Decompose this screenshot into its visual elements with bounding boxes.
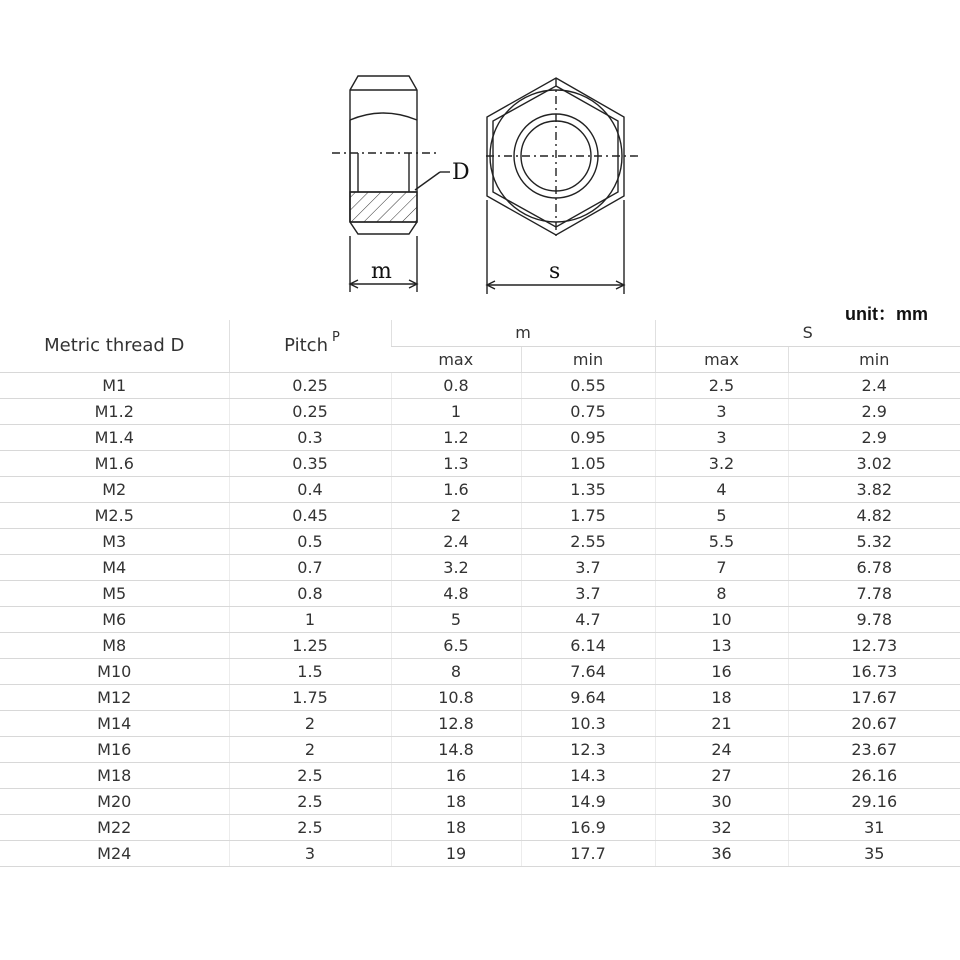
table-cell: M20	[0, 788, 229, 814]
table-cell: 0.55	[521, 372, 655, 398]
table-cell: 6.14	[521, 632, 655, 658]
table-cell: 1.75	[229, 684, 391, 710]
table-cell: 0.25	[229, 372, 391, 398]
table-cell: 8	[391, 658, 521, 684]
table-cell: 6.5	[391, 632, 521, 658]
header-s-min: min	[788, 346, 960, 372]
table-row	[0, 788, 960, 814]
table-cell: 26.16	[788, 762, 960, 788]
table-cell: 4.7	[521, 606, 655, 632]
table-cell: 2	[391, 502, 521, 528]
table-cell: 12.73	[788, 632, 960, 658]
table-cell: 31	[788, 814, 960, 840]
table-cell: 16.73	[788, 658, 960, 684]
table-cell: 17.67	[788, 684, 960, 710]
table-cell: 2.4	[391, 528, 521, 554]
table-row	[0, 658, 960, 684]
table-cell: 0.75	[521, 398, 655, 424]
table-cell: 9.78	[788, 606, 960, 632]
table-body	[0, 372, 960, 866]
hex-nut-drawing	[0, 0, 960, 300]
table-cell: 1	[391, 398, 521, 424]
table-cell: 32	[655, 814, 788, 840]
table-cell: 1.75	[521, 502, 655, 528]
table-cell: M2.5	[0, 502, 229, 528]
table-cell: 16	[391, 762, 521, 788]
header-s: S	[655, 320, 960, 346]
label-d: D	[452, 160, 470, 185]
table-cell: 6.78	[788, 554, 960, 580]
table-cell: 2	[229, 710, 391, 736]
table-cell: 18	[655, 684, 788, 710]
table-cell: 2.9	[788, 398, 960, 424]
table-row	[0, 502, 960, 528]
table-cell: 1.25	[229, 632, 391, 658]
header-m-max: max	[391, 346, 521, 372]
table-cell: 4	[655, 476, 788, 502]
table-cell: M1.2	[0, 398, 229, 424]
table-cell: 16.9	[521, 814, 655, 840]
table-cell: 30	[655, 788, 788, 814]
table-cell: 2.5	[655, 372, 788, 398]
table-cell: M10	[0, 658, 229, 684]
table-cell: 1.35	[521, 476, 655, 502]
unit-label: unit：mm	[845, 304, 928, 324]
table-cell: 3.7	[521, 580, 655, 606]
table-cell: 0.4	[229, 476, 391, 502]
table-cell: 0.35	[229, 450, 391, 476]
table-cell: 1.2	[391, 424, 521, 450]
table-row	[0, 606, 960, 632]
table-cell: 14.9	[521, 788, 655, 814]
table-cell: 0.25	[229, 398, 391, 424]
table-cell: 16	[655, 658, 788, 684]
table-cell: 3.7	[521, 554, 655, 580]
table-cell: 17.7	[521, 840, 655, 866]
table-cell: 5.32	[788, 528, 960, 554]
top-view	[486, 78, 640, 294]
table-row	[0, 528, 960, 554]
header-pitch-label: Pitch	[284, 335, 328, 357]
table-cell: 1.05	[521, 450, 655, 476]
table-cell: 3.82	[788, 476, 960, 502]
table-cell: 0.8	[391, 372, 521, 398]
header-pitch	[229, 320, 391, 372]
table-cell: 3.02	[788, 450, 960, 476]
table-cell: 4.82	[788, 502, 960, 528]
table-cell: 7.64	[521, 658, 655, 684]
table-cell: 18	[391, 814, 521, 840]
table-cell: 8	[655, 580, 788, 606]
table-cell: M1	[0, 372, 229, 398]
table-cell: 1.3	[391, 450, 521, 476]
table-cell: 19	[391, 840, 521, 866]
table-row	[0, 840, 960, 866]
table-cell: 10.8	[391, 684, 521, 710]
table-cell: 0.8	[229, 580, 391, 606]
table-cell: 2.9	[788, 424, 960, 450]
table-cell: 2.5	[229, 762, 391, 788]
table-cell: M12	[0, 684, 229, 710]
table-cell: 2.55	[521, 528, 655, 554]
table-cell: M22	[0, 814, 229, 840]
table-cell: 5	[391, 606, 521, 632]
table-cell: 9.64	[521, 684, 655, 710]
header-s-max: max	[655, 346, 788, 372]
header-thread: Metric thread D	[0, 320, 229, 372]
table-cell: M14	[0, 710, 229, 736]
table-cell: 12.8	[391, 710, 521, 736]
header-pitch-symbol: P	[331, 330, 340, 346]
table-cell: 2.5	[229, 788, 391, 814]
table-cell: 13	[655, 632, 788, 658]
table-cell: 14.8	[391, 736, 521, 762]
table-cell: 3.2	[391, 554, 521, 580]
table-cell: M4	[0, 554, 229, 580]
table-cell: 2	[229, 736, 391, 762]
label-s: s	[549, 259, 561, 284]
label-m: m	[371, 259, 392, 284]
table-row	[0, 710, 960, 736]
table-cell: 5.5	[655, 528, 788, 554]
table-cell: 1	[229, 606, 391, 632]
table-cell: 3.2	[655, 450, 788, 476]
table-cell: 0.5	[229, 528, 391, 554]
table-row	[0, 424, 960, 450]
table-cell: 1.6	[391, 476, 521, 502]
table-cell: M1.4	[0, 424, 229, 450]
table-cell: 0.3	[229, 424, 391, 450]
table-cell: 21	[655, 710, 788, 736]
table-cell: 23.67	[788, 736, 960, 762]
table-row	[0, 736, 960, 762]
table-cell: 27	[655, 762, 788, 788]
table-cell: 36	[655, 840, 788, 866]
header-m-min: min	[521, 346, 655, 372]
table-cell: M24	[0, 840, 229, 866]
table-row	[0, 372, 960, 398]
table-cell: 2.5	[229, 814, 391, 840]
table-cell: M6	[0, 606, 229, 632]
table-row	[0, 684, 960, 710]
table-row	[0, 554, 960, 580]
table-cell: 4.8	[391, 580, 521, 606]
table-cell: 12.3	[521, 736, 655, 762]
table-row	[0, 450, 960, 476]
spec-table	[0, 320, 960, 867]
table-row	[0, 398, 960, 424]
table-cell: M2	[0, 476, 229, 502]
table-cell: 3	[655, 398, 788, 424]
table-cell: 1.5	[229, 658, 391, 684]
table-cell: 35	[788, 840, 960, 866]
table-cell: M5	[0, 580, 229, 606]
table-row	[0, 762, 960, 788]
table-cell: 5	[655, 502, 788, 528]
table-cell: 10	[655, 606, 788, 632]
table-cell: 3	[655, 424, 788, 450]
table-cell: 2.4	[788, 372, 960, 398]
table-cell: 24	[655, 736, 788, 762]
table-cell: M18	[0, 762, 229, 788]
table-cell: M1.6	[0, 450, 229, 476]
table-cell: 14.3	[521, 762, 655, 788]
table-cell: 0.95	[521, 424, 655, 450]
table-cell: 18	[391, 788, 521, 814]
table-row	[0, 632, 960, 658]
table-cell: 29.16	[788, 788, 960, 814]
table-cell: 10.3	[521, 710, 655, 736]
table-cell: M8	[0, 632, 229, 658]
table-cell: 0.7	[229, 554, 391, 580]
table-cell: 7	[655, 554, 788, 580]
table-cell: 0.45	[229, 502, 391, 528]
table-cell: M3	[0, 528, 229, 554]
table-row	[0, 580, 960, 606]
table-cell: 7.78	[788, 580, 960, 606]
table-cell: M16	[0, 736, 229, 762]
table-row	[0, 476, 960, 502]
table-row	[0, 814, 960, 840]
table-cell: 20.67	[788, 710, 960, 736]
table-cell: 3	[229, 840, 391, 866]
header-m: m	[391, 320, 655, 346]
